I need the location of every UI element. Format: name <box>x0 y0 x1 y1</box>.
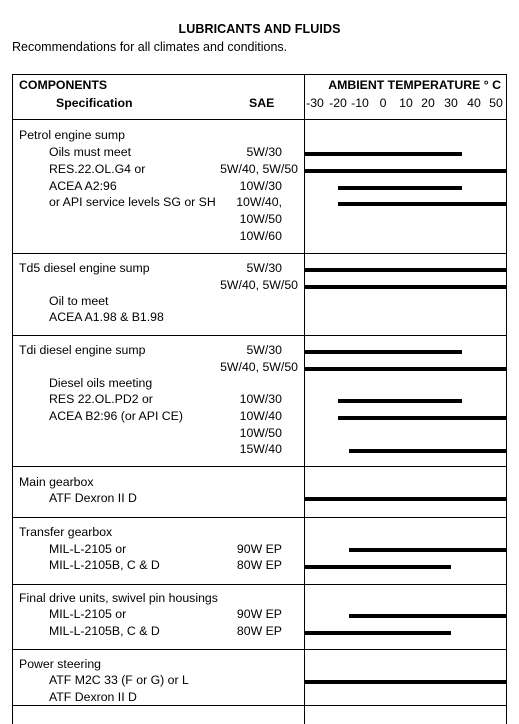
scale-tick: -10 <box>351 96 369 110</box>
temperature-range-bar <box>305 565 451 569</box>
scale-tick: 10 <box>399 96 413 110</box>
temperature-range-bar <box>349 548 507 552</box>
spec-line: MIL-L-2105 or <box>49 607 127 621</box>
scale-tick: 50 <box>489 96 503 110</box>
spec-line: ACEA A2:96 <box>49 179 117 193</box>
sae-grade: 10W/50 <box>239 212 282 226</box>
temperature-range-bar <box>338 202 507 206</box>
temperature-range-bar <box>305 152 462 156</box>
temperature-range-bar <box>305 497 507 501</box>
component-name: Tdi diesel engine sump <box>19 343 146 357</box>
sae-grade: 15W/40 <box>239 442 282 456</box>
section-divider <box>12 705 507 706</box>
scale-tick: -20 <box>329 96 347 110</box>
section-divider <box>12 649 507 650</box>
temperature-range-bar <box>305 680 507 684</box>
scale-tick: 30 <box>444 96 458 110</box>
spec-line: RES.22.OL.G4 or <box>49 162 146 176</box>
temperature-range-bar <box>305 631 451 635</box>
temperature-range-bar <box>338 186 462 190</box>
section-divider <box>12 253 507 254</box>
section-divider <box>12 517 507 518</box>
scale-tick: 0 <box>379 96 387 110</box>
component-name: Main gearbox <box>19 475 94 489</box>
section-divider <box>12 335 507 336</box>
spec-line: ATF Dexron II D <box>49 690 137 704</box>
temperature-range-bar <box>349 614 507 618</box>
component-name: Td5 diesel engine sump <box>19 261 150 275</box>
header-ambient-temperature: AMBIENT TEMPERATURE ° C <box>328 78 501 92</box>
component-name: Transfer gearbox <box>19 525 113 539</box>
header-specification: Specification <box>56 96 133 110</box>
sae-grade: 10W/40, <box>236 195 282 209</box>
sae-grade: 80W EP <box>236 624 282 638</box>
scale-tick: 20 <box>421 96 435 110</box>
spec-line: MIL-L-2105 or <box>49 542 127 556</box>
spec-line: ATF Dexron II D <box>49 491 137 505</box>
scale-tick: -30 <box>306 96 324 110</box>
temperature-range-bar <box>338 416 507 420</box>
section-divider <box>12 584 507 585</box>
spec-line: MIL-L-2105B, C & D <box>49 558 160 572</box>
spec-line: MIL-L-2105B, C & D <box>49 624 160 638</box>
component-name: Petrol engine sump <box>19 128 125 142</box>
temperature-scale <box>305 96 507 110</box>
component-name: Power steering <box>19 657 102 671</box>
temperature-range-bar <box>305 268 507 272</box>
temperature-range-bar <box>338 399 462 403</box>
sae-grade: 5W/30 <box>246 343 282 357</box>
sae-grade: 5W/40, 5W/50 <box>220 360 298 374</box>
spec-line: Oil to meet <box>49 294 109 308</box>
sae-grade: 90W EP <box>236 542 282 556</box>
spec-line: or API service levels SG or SH <box>49 195 216 209</box>
spec-line: Diesel oils meeting <box>49 376 153 390</box>
temperature-range-bar <box>349 449 507 453</box>
header-divider <box>12 119 507 120</box>
spec-line: RES 22.OL.PD2 or <box>49 392 153 406</box>
section-divider <box>12 466 507 467</box>
spec-line: ACEA B2:96 (or API CE) <box>49 409 183 423</box>
sae-grade: 10W/30 <box>239 179 282 193</box>
page-subtitle: Recommendations for all climates and conditions. <box>12 40 288 54</box>
sae-grade: 10W/60 <box>239 229 282 243</box>
spec-line: ACEA A1.98 & B1.98 <box>49 310 164 324</box>
sae-grade: 5W/40, 5W/50 <box>220 278 298 292</box>
sae-grade: 5W/40, 5W/50 <box>220 162 298 176</box>
header-components: COMPONENTS <box>19 78 108 92</box>
sae-grade: 90W EP <box>236 607 282 621</box>
sae-grade: 10W/30 <box>239 392 282 406</box>
temperature-range-bar <box>305 367 507 371</box>
temperature-range-bar <box>305 285 507 289</box>
temperature-range-bar <box>305 169 507 173</box>
scale-tick: 40 <box>467 96 481 110</box>
page-title: LUBRICANTS AND FLUIDS <box>178 22 341 36</box>
sae-grade: 10W/40 <box>239 409 282 423</box>
sae-grade: 5W/30 <box>246 145 282 159</box>
header-sae: SAE <box>249 96 275 110</box>
sae-grade: 10W/50 <box>239 426 282 440</box>
spec-line: Oils must meet <box>49 145 131 159</box>
sae-grade: 80W EP <box>236 558 282 572</box>
temperature-range-bar <box>305 350 462 354</box>
sae-grade: 5W/30 <box>246 261 282 275</box>
component-name: Final drive units, swivel pin housings <box>19 591 218 605</box>
spec-line: ATF M2C 33 (F or G) or L <box>49 673 189 687</box>
